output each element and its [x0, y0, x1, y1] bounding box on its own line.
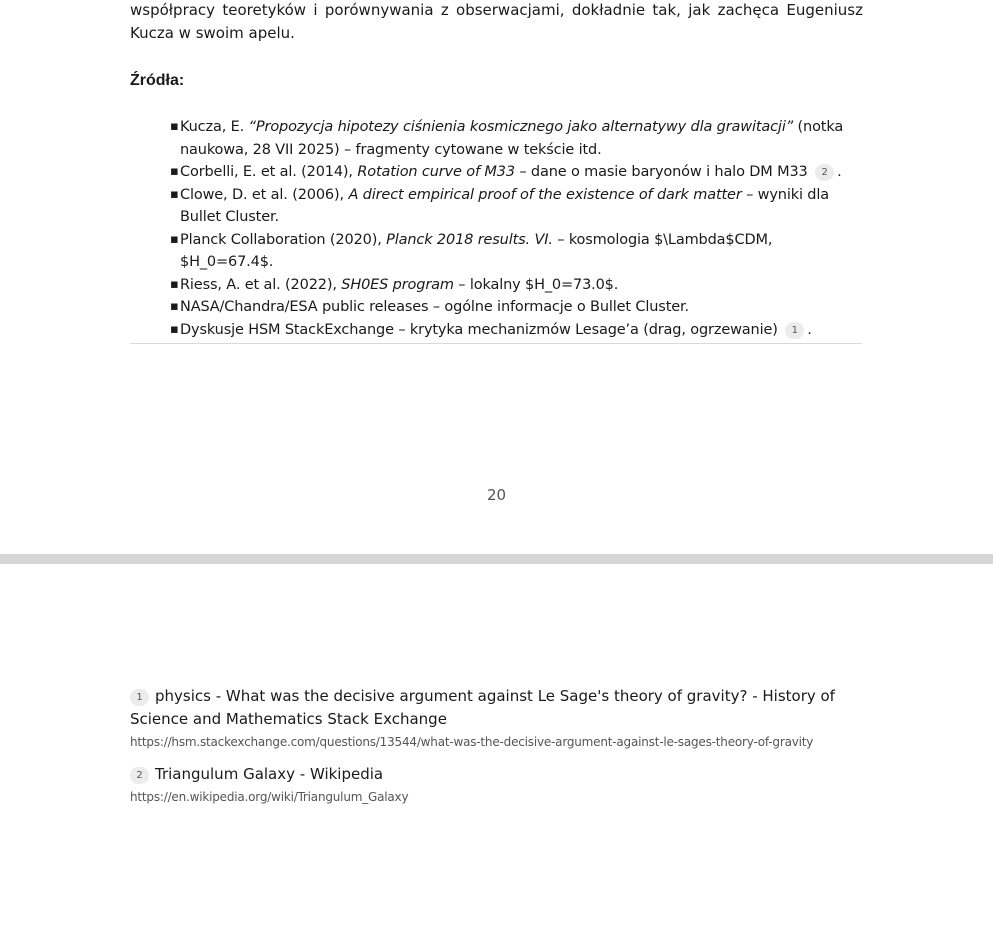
source-title: SH0ES program [341, 276, 454, 293]
source-suffix: – lokalny $H_0=73.0$. [453, 276, 619, 293]
bullet-icon: ▪ [170, 276, 179, 292]
source-suffix: – dane o masie baryonów i halo DM M33 [514, 164, 808, 180]
source-prefix: Kucza, E. [180, 119, 249, 135]
source-title: Rotation curve of M33 [357, 164, 515, 180]
bullet-icon: ▪ [170, 164, 179, 179]
paragraph-tail: współpracy teoretyków i porównywania z obserwacjami, dokładnie tak, jak zachęca Eugeniusz Kucza w swoim apelu. [130, 1, 863, 42]
bullet-icon: ▪ [170, 231, 179, 247]
bullet-icon: ▪ [170, 186, 179, 202]
bullet-icon: ▪ [170, 299, 179, 314]
source-title: “Propozycja hipotezy ciśnienia kosmicznego jako alternatywy dla grawitacji” [248, 119, 794, 135]
citation-badge[interactable]: 2 [815, 164, 834, 181]
source-item [130, 184, 863, 229]
source-title: Planck 2018 results. VI. [386, 231, 553, 248]
bullet-icon: ▪ [170, 321, 179, 337]
page-number: 20 [486, 486, 507, 504]
source-item [130, 161, 863, 184]
source-prefix: Dyskusje HSM StackExchange – krytyka mechanizmów Lesage’a (drag, ogrzewanie) [180, 321, 778, 338]
source-suffix: – wyniki dla Bullet Cluster. [180, 186, 829, 225]
sources-heading: Źródła: [130, 72, 185, 89]
document-page [0, 564, 993, 925]
source-prefix: NASA/Chandra/ESA public releases – ogólne informacje o Bullet Cluster. [180, 299, 689, 315]
source-prefix: Corbelli, E. et al. (2014), [180, 164, 358, 180]
citation-badge[interactable]: 1 [785, 322, 804, 339]
source-prefix: Clowe, D. et al. (2006), [180, 186, 349, 203]
sources-list [130, 116, 863, 341]
source-item [130, 229, 863, 274]
reference-url[interactable]: https://en.wikipedia.org/wiki/Triangulum_Galaxy [130, 790, 409, 804]
reference-entry [130, 685, 860, 751]
source-suffix: (notka naukowa, 28 VII 2025) – fragmenty cytowane w tekście itd. [180, 119, 844, 158]
reference-title-link[interactable]: physics - What was the decisive argument against Le Sage's theory of gravity? - History of Science and Mathematics Stack Exchange [130, 687, 835, 728]
source-item [130, 274, 863, 297]
page-separator [0, 554, 993, 564]
source-prefix: Riess, A. et al. (2022), [180, 276, 342, 293]
reference-entry [130, 763, 860, 806]
bullet-icon: ▪ [170, 119, 179, 134]
source-end: . [837, 164, 842, 180]
reference-number: 1 [130, 689, 149, 706]
reference-url[interactable]: https://hsm.stackexchange.com/questions/13544/what-was-the-decisive-argument-against-le-sages-theory-of-gravity [130, 735, 814, 749]
source-suffix: – kosmologia $\Lambda$CDM, $H_0=67.4$. [180, 231, 773, 270]
source-title: A direct empirical proof of the existence of dark matter [348, 186, 742, 203]
section-divider [130, 343, 862, 344]
source-end: . [807, 321, 812, 338]
source-item [130, 116, 863, 161]
reference-title-link[interactable]: Triangulum Galaxy - Wikipedia [155, 765, 384, 783]
source-prefix: Planck Collaboration (2020), [180, 231, 387, 248]
source-item [130, 296, 863, 319]
reference-number: 2 [130, 767, 149, 784]
source-item [130, 319, 863, 342]
